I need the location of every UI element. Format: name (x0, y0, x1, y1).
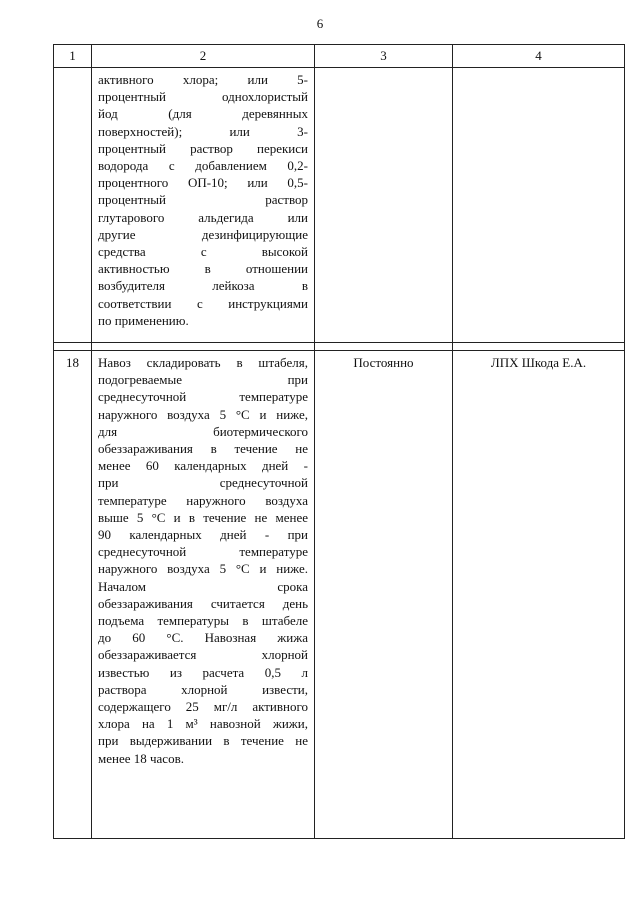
text-line: раствора хлорной извести, (98, 681, 308, 697)
text-line: по применению. (98, 312, 189, 328)
text-line: водорода с добавлением 0,2- (98, 158, 308, 174)
measure-text (92, 351, 315, 839)
text-line: наружного воздуха 5 °С и ниже. (98, 561, 308, 577)
measure-text (92, 68, 315, 343)
column-header-2: 2 (92, 45, 315, 68)
text-line: средства с высокой (98, 244, 308, 260)
responsible-cell (453, 68, 625, 343)
text-line: активностью в отношении (98, 261, 308, 277)
text-line: при среднесуточной (98, 475, 308, 491)
text-line: менее 18 часов. (98, 750, 184, 766)
row-number: 18 (54, 351, 92, 839)
text-line: температуре наружного воздуха (98, 492, 308, 508)
column-header-4: 4 (453, 45, 625, 68)
column-header-1: 1 (54, 45, 92, 68)
row-number (54, 68, 92, 343)
text-line: 90 календарных дней - при (98, 527, 308, 543)
text-line: Началом срока (98, 578, 308, 594)
text-line: до 60 °С. Навозная жижа (98, 630, 308, 646)
text-line: при выдерживании в течение не (98, 733, 308, 749)
text-line: процентный раствор (98, 192, 308, 208)
text-line: обеззараживается хлорной (98, 647, 308, 663)
row-separator (54, 343, 625, 351)
text-line: обеззараживания считается день (98, 595, 308, 611)
text-line: соответствии с инструкциями (98, 295, 308, 311)
text-line: хлора на 1 м³ навозной жижи, (98, 716, 308, 732)
text-line: процентного ОП-10; или 0,5- (98, 175, 308, 191)
table-row (54, 351, 625, 839)
text-line: поверхностей); или 3- (98, 123, 308, 139)
table-header-row (54, 45, 625, 68)
text-line: Навоз складировать в штабеля, (98, 355, 308, 370)
text-line: содержащего 25 мг/л активного (98, 699, 308, 715)
text-line: для биотермического (98, 423, 308, 439)
text-line: среднесуточной температуре (98, 389, 308, 405)
text-line: среднесуточной температуре (98, 544, 308, 560)
text-line: обеззараживания в течение не (98, 441, 308, 457)
text-line: процентный однохлористый (98, 89, 308, 105)
table-row (54, 68, 625, 343)
text-line: менее 60 календарных дней - (98, 458, 308, 474)
responsible-cell: ЛПХ Шкода Е.А. (453, 351, 625, 839)
text-line: известью из расчета 0,5 л (98, 664, 308, 680)
text-line: другие дезинфицирующие (98, 226, 308, 242)
text-line: подъема температуры в штабеле (98, 613, 308, 629)
text-line: процентный раствор перекиси (98, 140, 308, 156)
term-cell: Постоянно (315, 351, 453, 839)
text-line: глутарового альдегида или (98, 209, 308, 225)
text-line: йод (для деревянных (98, 106, 308, 122)
text-line: выше 5 °С и в течение не менее (98, 509, 308, 525)
page-number: 6 (316, 16, 324, 31)
term-cell (315, 68, 453, 343)
text-line: активного хлора; или 5- (98, 72, 308, 87)
column-header-3: 3 (315, 45, 453, 68)
measures-table (53, 44, 625, 839)
text-line: подогреваемые при (98, 372, 308, 388)
text-line: возбудителя лейкоза в (98, 278, 308, 294)
text-line: наружного воздуха 5 °С и ниже, (98, 406, 308, 422)
